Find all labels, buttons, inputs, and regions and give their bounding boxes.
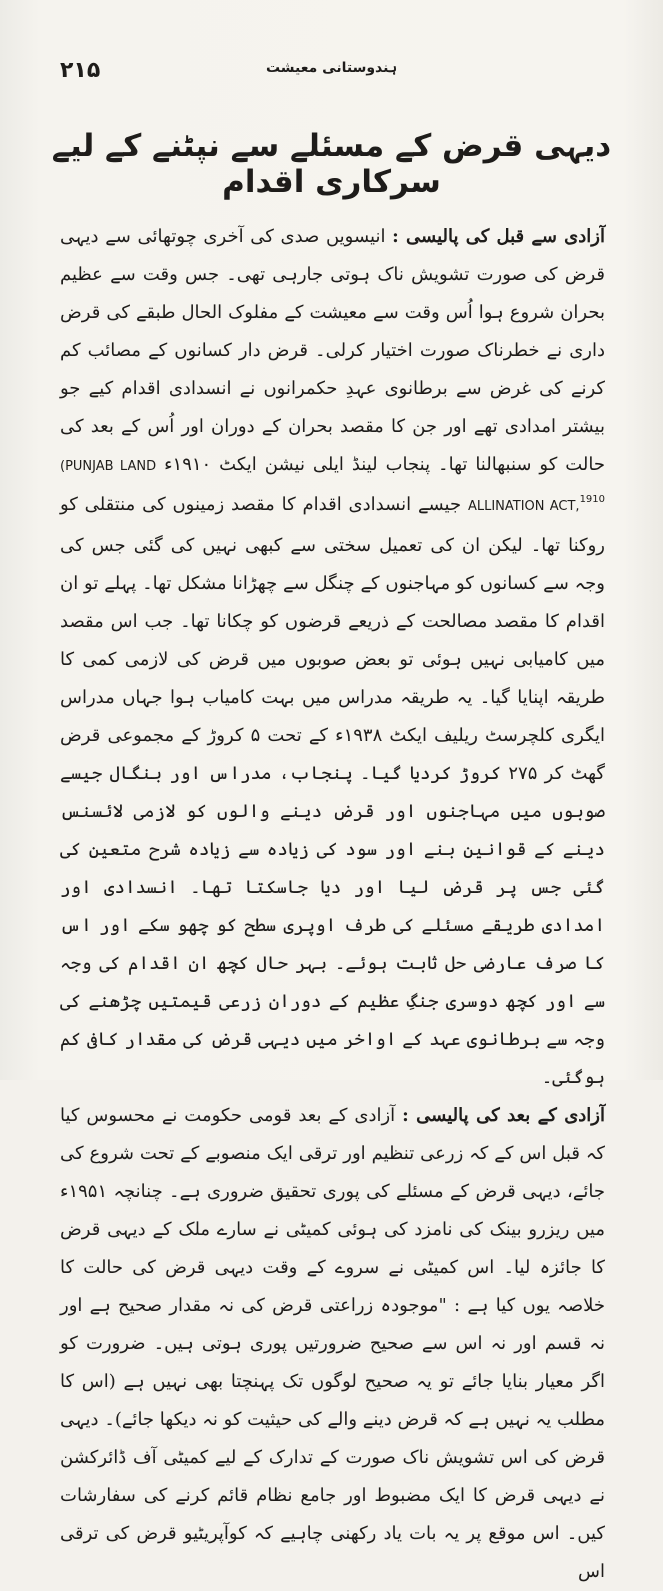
paragraph-post-independence [60, 1097, 605, 1591]
page-number: ۲۱۵ [60, 58, 101, 83]
paragraph-pre-independence [60, 218, 605, 1097]
running-head: ہندوستانی معیشت [265, 60, 398, 76]
chapter-title: دیہی قرض کے مسئلے سے نپٹنے کے لیے سرکاری اقدام [51, 128, 612, 200]
page-header [60, 58, 603, 88]
document-body [60, 218, 605, 1591]
english-act-name: (PUNJAB LAND ALLINATION ACT, [60, 459, 580, 514]
paragraph-text: آزادی کے بعد قومی حکومت نے محسوس کیا کہ قبل اس کے کہ زرعی تنظیم اور ترقی ایک منصوبے کے تحت شروع کی جائے، دیہی قرض کے مسئلے کی پوری تحقیق ضروری ہے۔ چنانچہ ۱۹۵۱ء میں ریزرو بینک کی نامزد کی ہوئی کمیٹی نے سارے ملک کے دیہی قرض کا جائزہ لیا۔ اس کمیٹی نے سروے کے وقت دیہی قرض کی حالت کا خلاصہ یوں کیا ہے : "موجودہ زراعتی قرض کی نہ مقدار صحیح ہے اور نہ قسم اور نہ اس سے صحیح ضرورتیں پوری ہوتی ہیں۔ ضرورت کو اگر معیار بنایا جائے تو یہ صحیح لوگوں تک پہنچتا بھی نہیں ہے (اس کا مطلب یہ نہیں ہے کہ قرض دینے والے کی حیثیت کو نہ دیکھا جائے)۔ دیہی قرض کی اس تشویش ناک صورت کے تدارک کے لیے کمیٹی آف ڈائرکشن نے دیہی قرض کا ایک مضبوط اور جامع نظام قائم کرنے کی سفارشات کیں۔ اس موقع پر یہ بات یاد رکھنی چاہیے کہ کوآپریٹیو قرض کی ترقی اس [60, 1105, 605, 1582]
section-heading-pre-independence: آزادی سے قبل کی پالیسی : [392, 226, 605, 247]
paragraph-text: انیسویں صدی کی آخری چوتھائی سے دیہی قرض کی صورت تشویش ناک ہوتی جارہی تھی۔ جس وقت سے عظیم بحران شروع ہوا اُس وقت سے معیشت کے مفلوک الحال طبقے کی قرض داری نے خطرناک صورت اختیار کرلی۔ قرض دار کسانوں کے مصائب کم کرنے کی غرض سے برطانوی عہدِ حکمرانوں نے انسدادی اقدام کیے جو بیشتر امدادی تھے اور جن کا مقصد بحران کے دوران اور اُس کے بعد کی حالت کو سنبھالنا تھا۔ پنجاب لینڈ ایلی نیشن ایکٹ ۱۹۱۰ء [60, 226, 605, 475]
section-heading-post-independence: آزادی کے بعد کی پالیسی : [402, 1105, 606, 1126]
english-act-year: 1910 [579, 494, 606, 505]
paragraph-text-continued: جیسے انسدادی اقدام کا مقصد زمینوں کی منتقلی کو روکنا تھا۔ لیکن ان کی تعمیل سختی سے کبھی نہیں کی گئی جس کی وجہ سے کسانوں کو مہاجنوں کے چنگل سے چھڑانا مشکل تھا۔ پہلے تو ان اقدام کا مقصد مصالحت کے ذریعے قرضوں کو چکانا تھا۔ جب اس مقصد میں کامیابی نہیں ہوئی تو بعض صوبوں میں قرض کی لازمی کمی کا طریقہ اپنایا گیا۔ یہ طریقہ مدراس میں بہت کامیاب ہوا جہاں مدراس ایگری کلچرسٹ ریلیف ایکٹ ۱۹۳۸ء کے تحت ۵ کروڑ کے مجموعی قرض گھٹ کر ۲۷۵ کروڑ کردیا گیا۔ پنجاب، مدراس اور بنگال جیسے صوبوں میں مہاجنوں اور قرض دینے والوں کو لازمی لائسنس دینے کے قوانین بنے اور سود کی زیادہ سے زیادہ شرح متعین کی گئی جس پر قرض لیا اور دیا جاسکتا تھا۔ انسدادی اور امدادی طریقے مسئلے کی طرف اوپری سطح کو چھو سکے اور اس کا صرف عارضی حل ثابت ہوئے۔ بہر حال کچھ ان اقدام کی وجہ سے اور کچھ دوسری جنگِ عظیم کے دوران زرعی قیمتیں چڑھنے کی وجہ سے برطانوی عہد کے اواخر میں دیہی قرض کی مقدار کافی کم ہوگئی۔ [60, 494, 605, 1088]
